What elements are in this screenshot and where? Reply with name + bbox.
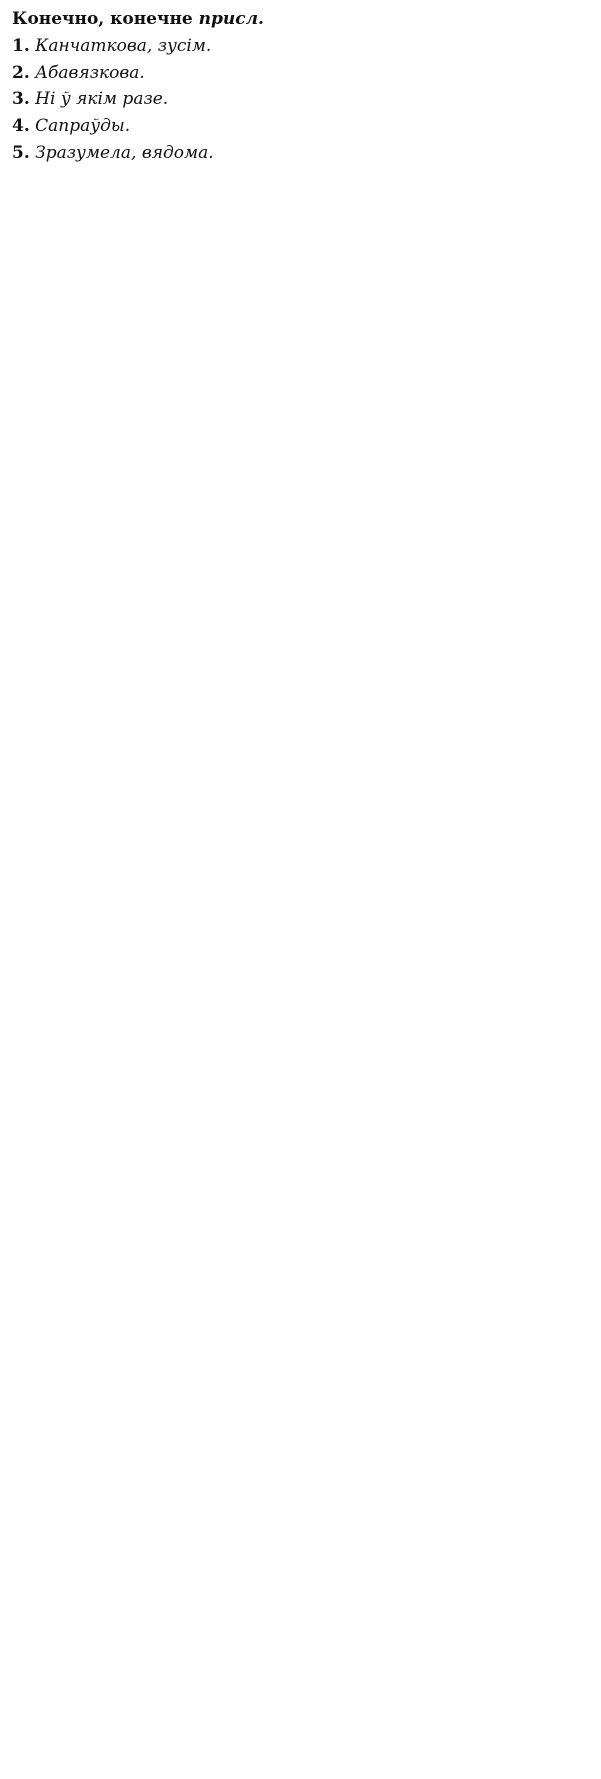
sense-4 bbox=[12, 115, 591, 138]
sense-1 bbox=[12, 35, 591, 58]
sense-5 bbox=[12, 142, 591, 165]
sense-3 bbox=[12, 88, 591, 111]
sense-number: 4. bbox=[12, 116, 30, 137]
entry-headline bbox=[12, 8, 591, 31]
headword: Конечно, конечне bbox=[12, 9, 193, 29]
sense-number: 1. bbox=[12, 35, 30, 56]
sense-gloss: Абавязкова. bbox=[35, 62, 145, 83]
part-of-speech: присл. bbox=[198, 9, 264, 29]
sense-number: 3. bbox=[12, 89, 30, 110]
sense-gloss: Зразумела, вядома. bbox=[35, 142, 214, 163]
sense-2 bbox=[12, 62, 591, 85]
sense-gloss: Канчаткова, зусім. bbox=[35, 35, 212, 56]
sense-gloss: Сапраўды. bbox=[35, 116, 131, 137]
sense-number: 2. bbox=[12, 62, 30, 83]
sense-number: 5. bbox=[12, 142, 30, 163]
sense-gloss: Ні ў якім разе. bbox=[35, 89, 169, 110]
